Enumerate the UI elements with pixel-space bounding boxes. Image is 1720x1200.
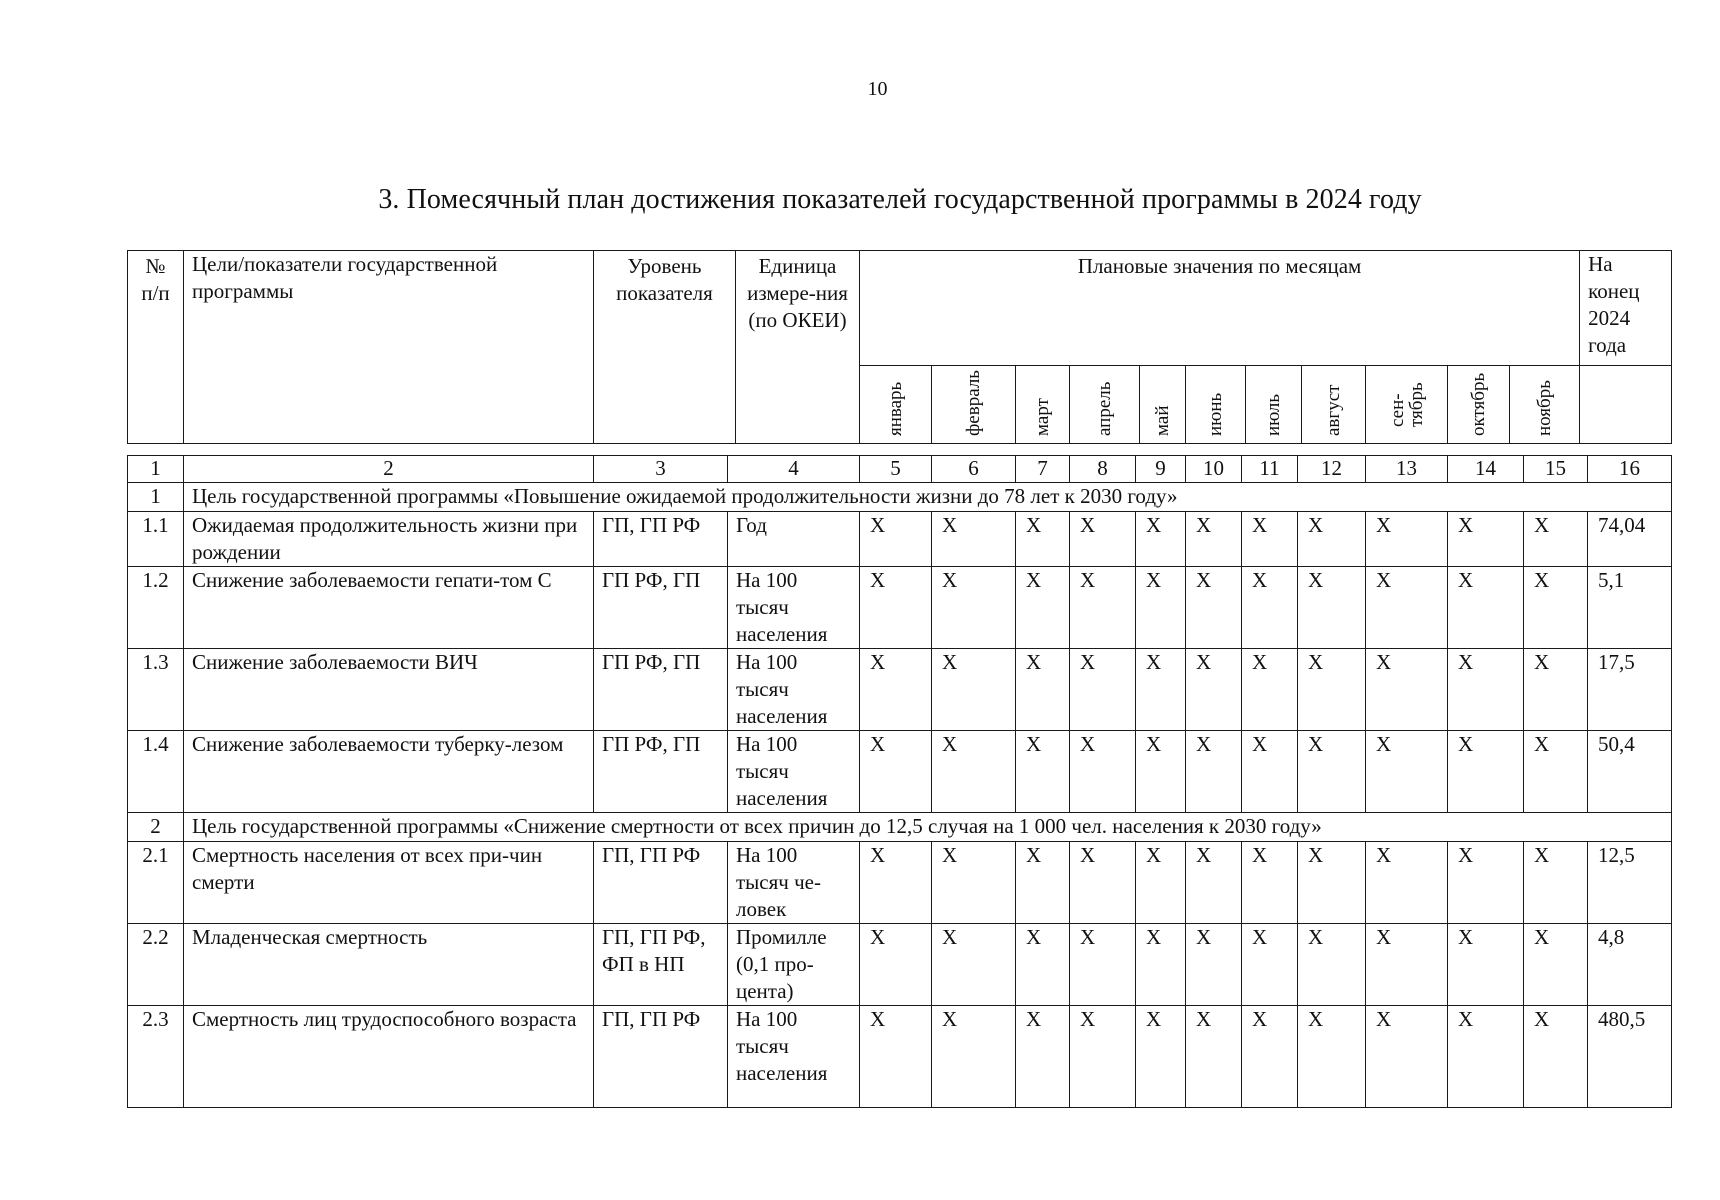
indicator-number: 1.4 — [128, 731, 184, 813]
month-label: февраль — [962, 370, 984, 436]
month-value: Х — [1186, 1006, 1242, 1108]
month-value: Х — [1298, 731, 1366, 813]
indicator-level: ГП РФ, ГП — [594, 731, 728, 813]
month-label: август — [1322, 384, 1344, 436]
month-value: Х — [860, 649, 932, 731]
indicator-name: Смертность лиц трудоспособного возраста — [184, 1006, 594, 1108]
month-value: Х — [1242, 924, 1298, 1006]
column-number: 10 — [1186, 456, 1242, 483]
month-value: Х — [932, 731, 1016, 813]
month-value: Х — [1016, 1006, 1070, 1108]
month-value: Х — [1524, 924, 1588, 1006]
month-value: Х — [1016, 842, 1070, 924]
table-row — [128, 1006, 1672, 1108]
column-number: 7 — [1016, 456, 1070, 483]
month-value: Х — [1186, 924, 1242, 1006]
month-value: Х — [860, 1006, 932, 1108]
indicator-name: Младенческая смертность — [184, 924, 594, 1006]
month-label: июль — [1262, 393, 1284, 436]
month-value: Х — [1524, 512, 1588, 567]
month-value: Х — [1186, 731, 1242, 813]
month-value: Х — [860, 842, 932, 924]
indicator-unit: Год — [728, 512, 860, 567]
month-value: Х — [1016, 649, 1070, 731]
month-value: Х — [1366, 512, 1448, 567]
month-value: Х — [1242, 512, 1298, 567]
column-number: 2 — [184, 456, 594, 483]
month-value: Х — [1448, 731, 1524, 813]
month-value: Х — [1136, 842, 1186, 924]
page-number: 10 — [867, 78, 888, 100]
table-row — [128, 842, 1672, 924]
year-end-empty-cell — [1580, 366, 1672, 444]
month-value: Х — [1016, 924, 1070, 1006]
column-number: 3 — [594, 456, 728, 483]
month-value: Х — [1524, 842, 1588, 924]
header-year-end: На конец 2024 года — [1580, 251, 1672, 366]
month-header-cell — [1448, 366, 1510, 444]
month-header-cell — [1070, 366, 1140, 444]
header-planned: Плановые значения по месяцам — [860, 251, 1580, 366]
month-label: июнь — [1204, 392, 1226, 436]
month-value: Х — [1524, 649, 1588, 731]
month-value: Х — [1366, 567, 1448, 649]
month-label: октябрь — [1467, 372, 1489, 436]
goal-row — [128, 813, 1672, 842]
month-value: Х — [932, 1006, 1016, 1108]
month-value: Х — [1366, 649, 1448, 731]
indicator-unit: На 100 тысяч населения — [728, 1006, 860, 1108]
indicator-unit: На 100 тысяч населения — [728, 731, 860, 813]
month-header-cell — [1140, 366, 1186, 444]
month-value: Х — [1070, 731, 1136, 813]
month-value: Х — [1136, 924, 1186, 1006]
header-level: Уровень показателя — [594, 251, 736, 444]
column-number: 9 — [1136, 456, 1186, 483]
indicator-level: ГП, ГП РФ — [594, 1006, 728, 1108]
header-num: № п/п — [128, 251, 184, 444]
month-value: Х — [860, 567, 932, 649]
goal-title: Цель государственной программы «Повышение ожидаемой продолжительности жизни до 78 лет к 2030 году» — [184, 483, 1672, 512]
month-value: Х — [1186, 567, 1242, 649]
indicator-name: Ожидаемая продолжительность жизни при рождении — [184, 512, 594, 567]
indicator-number: 2.1 — [128, 842, 184, 924]
indicator-level: ГП РФ, ГП — [594, 649, 728, 731]
year-end-value: 12,5 — [1588, 842, 1672, 924]
month-value: Х — [1298, 649, 1366, 731]
year-end-value: 17,5 — [1588, 649, 1672, 731]
month-value: Х — [860, 731, 932, 813]
year-end-value: 5,1 — [1588, 567, 1672, 649]
month-value: Х — [1298, 567, 1366, 649]
month-label: апрель — [1093, 381, 1115, 436]
month-value: Х — [1524, 567, 1588, 649]
indicator-level: ГП, ГП РФ, ФП в НП — [594, 924, 728, 1006]
column-number: 16 — [1588, 456, 1672, 483]
indicator-unit: На 100 тысяч населения — [728, 649, 860, 731]
month-label: май — [1151, 405, 1173, 436]
table-row — [128, 567, 1672, 649]
page-title: 3. Помесячный план достижения показателей государственной программы в 2024 году — [378, 184, 1422, 215]
month-value: Х — [1448, 842, 1524, 924]
indicator-unit: Промилле (0,1 про-цента) — [728, 924, 860, 1006]
indicator-number: 2.3 — [128, 1006, 184, 1108]
month-value: Х — [1016, 512, 1070, 567]
month-label: март — [1031, 398, 1053, 436]
header-goals: Цели/показатели государственной программы — [184, 251, 594, 444]
month-value: Х — [1016, 731, 1070, 813]
table-row — [128, 731, 1672, 813]
month-value: Х — [1070, 567, 1136, 649]
column-number: 13 — [1366, 456, 1448, 483]
month-header-cell — [1302, 366, 1366, 444]
month-value: Х — [1136, 567, 1186, 649]
month-header-cell — [1246, 366, 1302, 444]
month-value: Х — [1298, 924, 1366, 1006]
month-label: январь — [884, 381, 906, 436]
month-value: Х — [1448, 649, 1524, 731]
indicator-unit: На 100 тысяч че-ловек — [728, 842, 860, 924]
indicator-level: ГП, ГП РФ — [594, 842, 728, 924]
month-value: Х — [860, 924, 932, 1006]
month-value: Х — [932, 924, 1016, 1006]
indicator-name: Снижение заболеваемости ВИЧ — [184, 649, 594, 731]
month-value: Х — [1366, 924, 1448, 1006]
month-header-cell — [1510, 366, 1580, 444]
indicators-table — [127, 455, 1672, 1108]
month-value: Х — [1298, 1006, 1366, 1108]
month-value: Х — [1524, 731, 1588, 813]
column-number: 12 — [1298, 456, 1366, 483]
column-number: 6 — [932, 456, 1016, 483]
month-value: Х — [1136, 649, 1186, 731]
month-value: Х — [1186, 649, 1242, 731]
month-value: Х — [1242, 649, 1298, 731]
month-value: Х — [1186, 512, 1242, 567]
column-number: 14 — [1448, 456, 1524, 483]
month-header-cell — [1366, 366, 1448, 444]
indicator-name: Снижение заболеваемости гепати-том С — [184, 567, 594, 649]
table-row — [128, 512, 1672, 567]
indicator-number: 1.1 — [128, 512, 184, 567]
column-number: 5 — [860, 456, 932, 483]
month-value: Х — [1298, 512, 1366, 567]
month-value: Х — [1366, 1006, 1448, 1108]
month-value: Х — [1070, 924, 1136, 1006]
indicator-name: Смертность населения от всех при-чин смерти — [184, 842, 594, 924]
indicator-name: Снижение заболеваемости туберку-лезом — [184, 731, 594, 813]
column-number: 8 — [1070, 456, 1136, 483]
month-value: Х — [1186, 842, 1242, 924]
month-header-cell — [1186, 366, 1246, 444]
indicator-level: ГП, ГП РФ — [594, 512, 728, 567]
month-value: Х — [1070, 1006, 1136, 1108]
month-value: Х — [1016, 567, 1070, 649]
month-value: Х — [1448, 924, 1524, 1006]
month-value: Х — [1242, 842, 1298, 924]
table-row — [128, 924, 1672, 1006]
column-number: 1 — [128, 456, 184, 483]
indicator-number: 1.2 — [128, 567, 184, 649]
month-value: Х — [1136, 731, 1186, 813]
month-value: Х — [1136, 1006, 1186, 1108]
month-value: Х — [1448, 567, 1524, 649]
month-value: Х — [1298, 842, 1366, 924]
month-value: Х — [1366, 842, 1448, 924]
month-value: Х — [932, 842, 1016, 924]
month-value: Х — [1366, 731, 1448, 813]
column-number: 11 — [1242, 456, 1298, 483]
goal-row — [128, 483, 1672, 512]
year-end-value: 480,5 — [1588, 1006, 1672, 1108]
month-value: Х — [1070, 649, 1136, 731]
month-value: Х — [1242, 1006, 1298, 1108]
goal-title: Цель государственной программы «Снижение смертности от всех причин до 12,5 случая на 1 000 чел. населения к 2030 году» — [184, 813, 1672, 842]
month-header-cell — [932, 366, 1016, 444]
column-number: 15 — [1524, 456, 1588, 483]
indicator-unit: На 100 тысяч населения — [728, 567, 860, 649]
month-value: Х — [1070, 842, 1136, 924]
month-value: Х — [1448, 1006, 1524, 1108]
month-header-cell — [860, 366, 932, 444]
indicator-level: ГП РФ, ГП — [594, 567, 728, 649]
month-value: Х — [932, 512, 1016, 567]
indicator-number: 2.2 — [128, 924, 184, 1006]
month-value: Х — [1070, 512, 1136, 567]
year-end-value: 4,8 — [1588, 924, 1672, 1006]
month-label: ноябрь — [1533, 380, 1555, 436]
goal-number: 1 — [128, 483, 184, 512]
month-value: Х — [932, 567, 1016, 649]
year-end-value: 50,4 — [1588, 731, 1672, 813]
table-row — [128, 649, 1672, 731]
indicator-number: 1.3 — [128, 649, 184, 731]
month-value: Х — [1136, 512, 1186, 567]
year-end-value: 74,04 — [1588, 512, 1672, 567]
column-numbers-row — [128, 456, 1672, 483]
month-value: Х — [1524, 1006, 1588, 1108]
goal-number: 2 — [128, 813, 184, 842]
table-header — [127, 250, 1672, 444]
month-value: Х — [1242, 731, 1298, 813]
month-label: сен- тябрь — [1386, 382, 1427, 427]
month-value: Х — [1242, 567, 1298, 649]
header-unit: Единица измере-ния (по ОКЕИ) — [736, 251, 860, 444]
month-value: Х — [1448, 512, 1524, 567]
month-value: Х — [860, 512, 932, 567]
month-value: Х — [932, 649, 1016, 731]
column-number: 4 — [728, 456, 860, 483]
month-header-cell — [1016, 366, 1070, 444]
